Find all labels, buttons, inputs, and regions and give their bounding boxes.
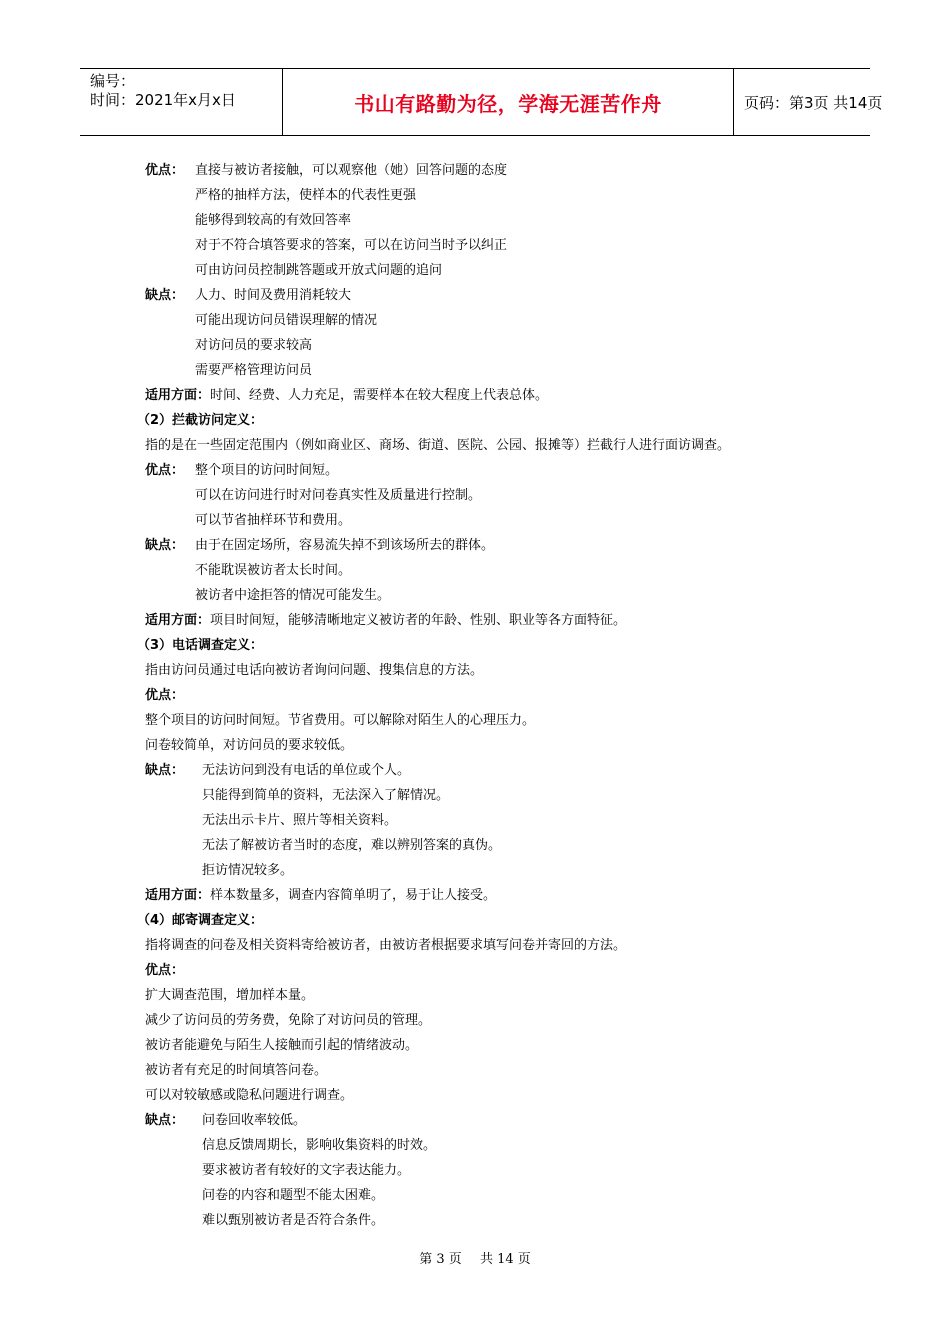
cons-row (145, 538, 184, 554)
cons-row (145, 1113, 184, 1129)
text-line: 严格的抽样方法，使样本的代表性更强 (195, 188, 417, 203)
date-label: 时间：2021年x月x日 (90, 91, 236, 109)
text-line: 被访者有充足的时间填答问卷。 (145, 1063, 328, 1078)
applicable-text: 样本数量多，调查内容简单明了，易于让人接受。 (210, 888, 497, 903)
applicable-row (145, 888, 496, 904)
text-line: 指的是在一些固定范围内（例如商业区、商场、街道、医院、公园、报摊等）拦截行人进行面访调查。 (145, 438, 731, 453)
applicable-row (145, 613, 626, 629)
text-line: 需要严格管理访问员 (195, 363, 313, 378)
text-line: 整个项目的访问时间短。 (195, 463, 339, 478)
text-line: 无法了解被访者当时的态度，难以辨别答案的真伪。 (202, 838, 502, 853)
text-line: 可由访问员控制跳答题或开放式问题的追问 (195, 263, 443, 278)
applicable-text: 项目时间短，能够清晰地定义被访者的年龄、性别、职业等各方面特征。 (210, 613, 627, 628)
pros-label: 优点： (145, 688, 185, 703)
text-line: 可以在访问进行时对问卷真实性及质量进行控制。 (195, 488, 482, 503)
text-line: 被访者中途拒答的情况可能发生。 (195, 588, 391, 603)
cons-label: 缺点： (145, 763, 185, 778)
text-line: 直接与被访者接触，可以观察他（她）回答问题的态度 (195, 163, 508, 178)
text-line: 不能耽误被访者太长时间。 (195, 563, 352, 578)
text-line: 被访者能避免与陌生人接触而引起的情绪波动。 (145, 1038, 419, 1053)
text-line: 要求被访者有较好的文字表达能力。 (202, 1163, 411, 1178)
pros-label: 优点： (145, 963, 185, 978)
motto-text: 书山有路勤为径，学海无涯苦作舟 (354, 91, 662, 116)
text-line: 由于在固定场所，容易流失掉不到该场所去的群体。 (195, 538, 495, 553)
text-line: 可以对较敏感或隐私问题进行调查。 (145, 1088, 354, 1103)
text-line: 可以节省抽样环节和费用。 (195, 513, 352, 528)
text-line: 只能得到简单的资料，无法深入了解情况。 (202, 788, 450, 803)
text-line: 问卷回收率较低。 (202, 1113, 307, 1128)
text-line: 无法访问到没有电话的单位或个人。 (202, 763, 411, 778)
cons-label: 缺点： (145, 288, 185, 303)
text-line: 信息反馈周期长，影响收集资料的时效。 (202, 1138, 437, 1153)
text-line: 问卷较简单，对访问员的要求较低。 (145, 738, 354, 753)
text-line: 人力、时间及费用消耗较大 (195, 288, 352, 303)
page-footer (0, 1248, 950, 1267)
pros-label: 优点： (145, 463, 185, 478)
section-heading: （4）邮寄调查定义： (137, 913, 264, 928)
text-line: 指将调查的问卷及相关资料寄给被访者，由被访者根据要求填写问卷并寄回的方法。 (145, 938, 627, 953)
pros-row (145, 463, 184, 479)
text-line: 问卷的内容和题型不能太困难。 (202, 1188, 385, 1203)
text-line: 扩大调查范围，增加样本量。 (145, 988, 315, 1003)
text-line: 拒访情况较多。 (202, 863, 294, 878)
section-heading: （3）电话调查定义： (137, 638, 264, 653)
text-line: 难以甄别被访者是否符合条件。 (202, 1213, 385, 1228)
text-line: 整个项目的访问时间短。节省费用。可以解除对陌生人的心理压力。 (145, 713, 536, 728)
text-line: 对于不符合填答要求的答案，可以在访问当时予以纠正 (195, 238, 508, 253)
applicable-label: 适用方面： (145, 388, 211, 403)
cons-row (145, 763, 184, 779)
pros-row (145, 163, 184, 179)
text-line: 减少了访问员的劳务费，免除了对访问员的管理。 (145, 1013, 432, 1028)
text-line: 能够得到较高的有效回答率 (195, 213, 352, 228)
applicable-label: 适用方面： (145, 888, 211, 903)
cons-label: 缺点： (145, 1113, 185, 1128)
footer-page-current: 第 3 页 (419, 1252, 462, 1267)
text-line: 指由访问员通过电话向被访者询问问题、搜集信息的方法。 (145, 663, 484, 678)
footer-page-total: 共 14 页 (479, 1252, 531, 1267)
cons-row (145, 288, 184, 304)
applicable-row (145, 388, 548, 404)
page-code: 页码：第3页 共14页 (744, 93, 883, 112)
section-heading: （2）拦截访问定义： (137, 413, 264, 428)
pros-label: 优点： (145, 163, 185, 178)
text-line: 无法出示卡片、照片等相关资料。 (202, 813, 398, 828)
applicable-text: 时间、经费、人力充足，需要样本在较大程度上代表总体。 (210, 388, 549, 403)
text-line: 可能出现访问员错误理解的情况 (195, 313, 378, 328)
serial-label: 编号： (90, 72, 136, 90)
applicable-label: 适用方面： (145, 613, 211, 628)
text-line: 对访问员的要求较高 (195, 338, 313, 353)
cons-label: 缺点： (145, 538, 185, 553)
